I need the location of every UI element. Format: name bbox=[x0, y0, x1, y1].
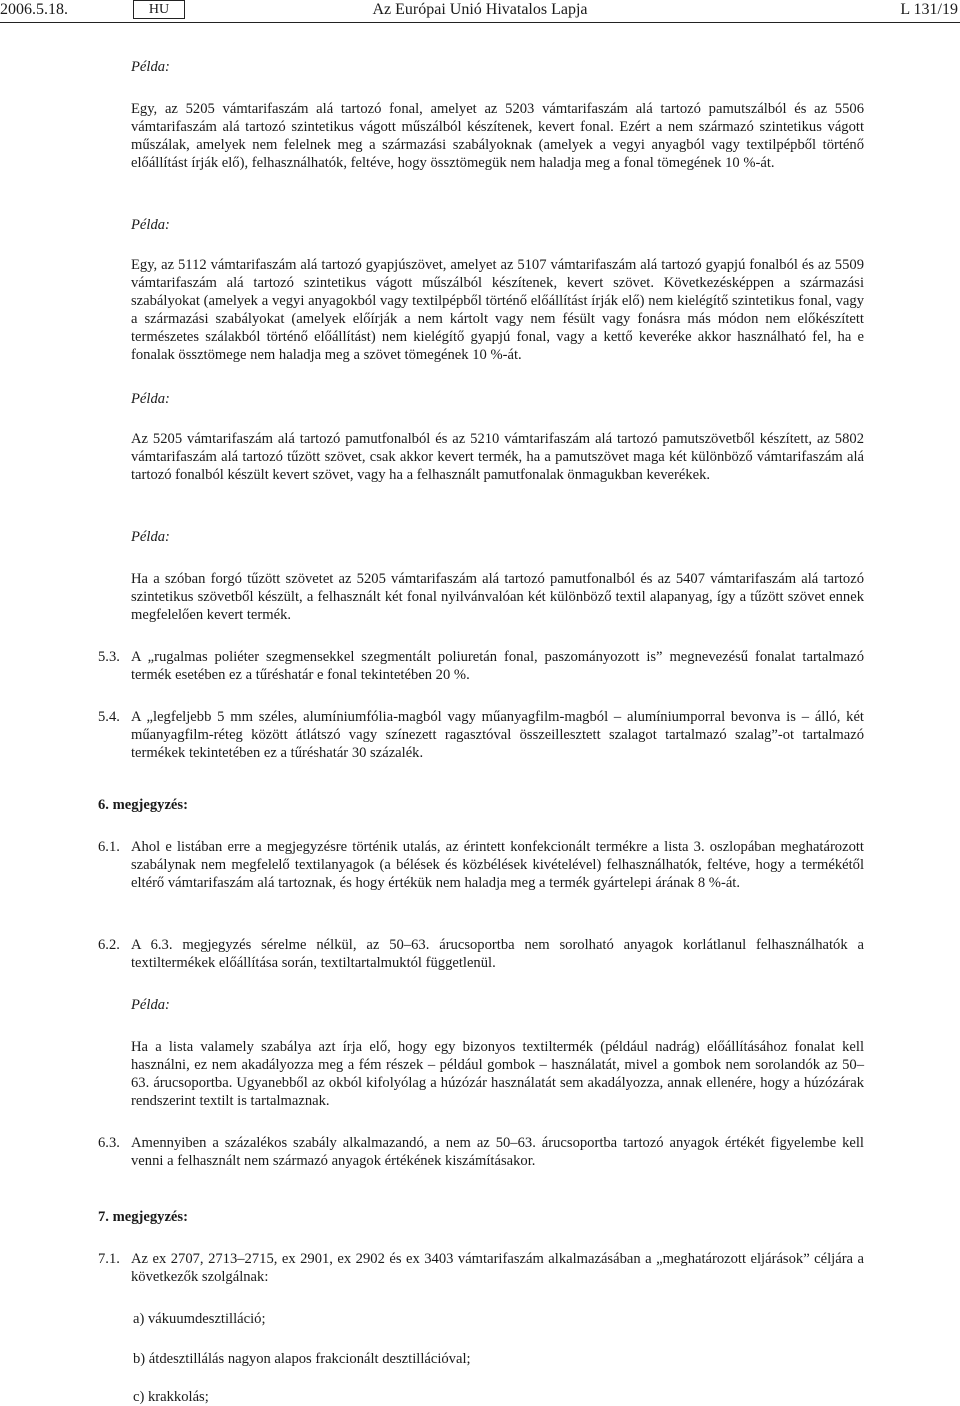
example-label: Példa: bbox=[131, 59, 170, 75]
paragraph-number: 6.2. bbox=[98, 937, 120, 953]
example-label: Példa: bbox=[131, 997, 170, 1013]
example-label: Példa: bbox=[131, 217, 170, 233]
example-paragraph-1: Egy, az 5205 vámtarifaszám alá tartozó fonal, amelyet az 5203 vámtarifaszám alá tartozó pamutszálból és az 5506 vámtarifaszám alá tartozó szintetikus vágott műszálból készítenek, kevert fonal. Ezért a nem származó szintetikus vágott műszálak, amelyek nem felelnek meg a származási szabályoknak (amelyek a vegyi anyagból vagy textilpépből történő előállítást írják elő), felhasználhatók, feltéve, hogy össztömegük nem haladja meg a fonal tömegének 10 %-át. bbox=[131, 101, 864, 171]
list-item-c: c) krakkolás; bbox=[133, 1389, 209, 1405]
list-item-a: a) vákuumdesztilláció; bbox=[133, 1311, 266, 1327]
example-paragraph-5: Ha a lista valamely szabálya azt írja elő, hogy egy bizonyos textiltermék (például nadrág) előállításához fonalat kell használni, ez nem akadályozza meg a fém részek – például gombok – használatát, mivel a gombok nem sorolandók az 50–63. árucsoportba. Ugyanebből az okból kifolyólag a húzózár használatát sem akadályozza, annak ellenére, hogy a húzózárak rendszerint textilt is tartalmaznak. bbox=[131, 1039, 864, 1109]
header-title: Az Európai Unió Hivatalos Lapja bbox=[372, 1, 588, 18]
example-paragraph-2: Egy, az 5112 vámtarifaszám alá tartozó gyapjúszövet, amelyet az 5107 vámtarifaszám alá tartozó gyapjú fonalból és az 5509 vámtarifaszám alá tartozó szintetikus vágott műszálból készítenek, kevert szövet. Következésképpen a származási szabályokat (amelyek a vegyi anyagokból vagy textilpépből történő előállítást írják elő) nem kielégítő szintetikus fonal, vagy a származási szabályokat (amelyek előírják a nem kártolt vagy nem fésült vagy fonásra más módon nem előkészített természetes szálakból történő előállítást) nem kielégítő gyapjú fonal, vagy a kettő keveréke akkor használható fel, ha e fonalak össztömege nem haladja meg a szövet tömegének 10 %-át. bbox=[131, 257, 864, 363]
paragraph-text: Ahol e listában erre a megjegyzésre történik utalás, az érintett konfekcionált termékre a lista 3. oszlopában meghatározott szabálynak nem megfelelő textilanyagok (a bélések és közbélések kivételével) felhasználhatók, feltéve, hogy a termékétől eltérő vámtarifaszám alá tartoznak, és hogy értékük nem haladja meg a termék gyártelepi árának 8 %-át. bbox=[131, 839, 864, 891]
example-label: Példa: bbox=[131, 529, 170, 545]
paragraph-text: Amennyiben a százalékos szabály alkalmazandó, a nem az 50–63. árucsoportba tartozó anyagok értékét figyelembe kell venni a felhasznált nem származó anyagok értékének kiszámításakor. bbox=[131, 1135, 864, 1169]
paragraph-number: 5.3. bbox=[98, 649, 120, 665]
example-paragraph-4: Ha a szóban forgó tűzött szövetet az 5205 vámtarifaszám alá tartozó pamutfonalból és az 5407 vámtarifaszám alá tartozó szintetikus szövetből készült, a felhasznált két fonal nyilvánvalóan két különböző textil alapanyag, így a tűzött szövet ennek megfelelően kevert termék. bbox=[131, 571, 864, 623]
language-badge: HU bbox=[133, 0, 185, 19]
section-heading-7: 7. megjegyzés: bbox=[98, 1209, 188, 1225]
header-page-number: L 131/19 bbox=[900, 1, 958, 18]
paragraph-number: 7.1. bbox=[98, 1251, 120, 1267]
paragraph-number: 5.4. bbox=[98, 709, 120, 725]
paragraph-number: 6.3. bbox=[98, 1135, 120, 1151]
list-item-b: b) átdesztillálás nagyon alapos frakcionált desztillációval; bbox=[133, 1351, 471, 1367]
paragraph-text: Az ex 2707, 2713–2715, ex 2901, ex 2902 és ex 3403 vámtarifaszám alkalmazásában a „meghatározott eljárások” céljára a következők szolgálnak: bbox=[131, 1251, 864, 1285]
paragraph-text: A 6.3. megjegyzés sérelme nélkül, az 50–63. árucsoportba nem sorolható anyagok korlátlanul felhasználhatók a textiltermékek előállítása során, textiltartalmuktól függetlenül. bbox=[131, 937, 864, 971]
page-header bbox=[0, 0, 960, 23]
paragraph-number: 6.1. bbox=[98, 839, 120, 855]
section-heading-6: 6. megjegyzés: bbox=[98, 797, 188, 813]
paragraph-text: A „rugalmas poliéter szegmensekkel szegmentált poliuretán fonal, paszományozott is” megnevezésű fonalat tartalmazó termék esetében ez a tűréshatár e fonal tekintetében 20 %. bbox=[131, 649, 864, 683]
header-date: 2006.5.18. bbox=[0, 1, 68, 18]
example-paragraph-3: Az 5205 vámtarifaszám alá tartozó pamutfonalból és az 5210 vámtarifaszám alá tartozó pamutszövetből készített, az 5802 vámtarifaszám alá tartozó tűzött szövet, csak akkor kevert termék, ha a pamutszövet maga két különböző vámtarifaszám alá tartozó fonalból készült kevert szövet, vagy ha a felhasznált pamutfonalak önmagukban keverékek. bbox=[131, 431, 864, 483]
example-label: Példa: bbox=[131, 391, 170, 407]
paragraph-text: A „legfeljebb 5 mm széles, alumíniumfólia-magból vagy műanyagfilm-magból – alumíniumporral bevonva is – álló, két műanyagfilm-réteg között átlátszó vagy színezett ragasztóval összeillesztett szalagot tartalmazó szalag”-ot tartalmazó termékek tekintetében ez a tűréshatár 30 százalék. bbox=[131, 709, 864, 761]
